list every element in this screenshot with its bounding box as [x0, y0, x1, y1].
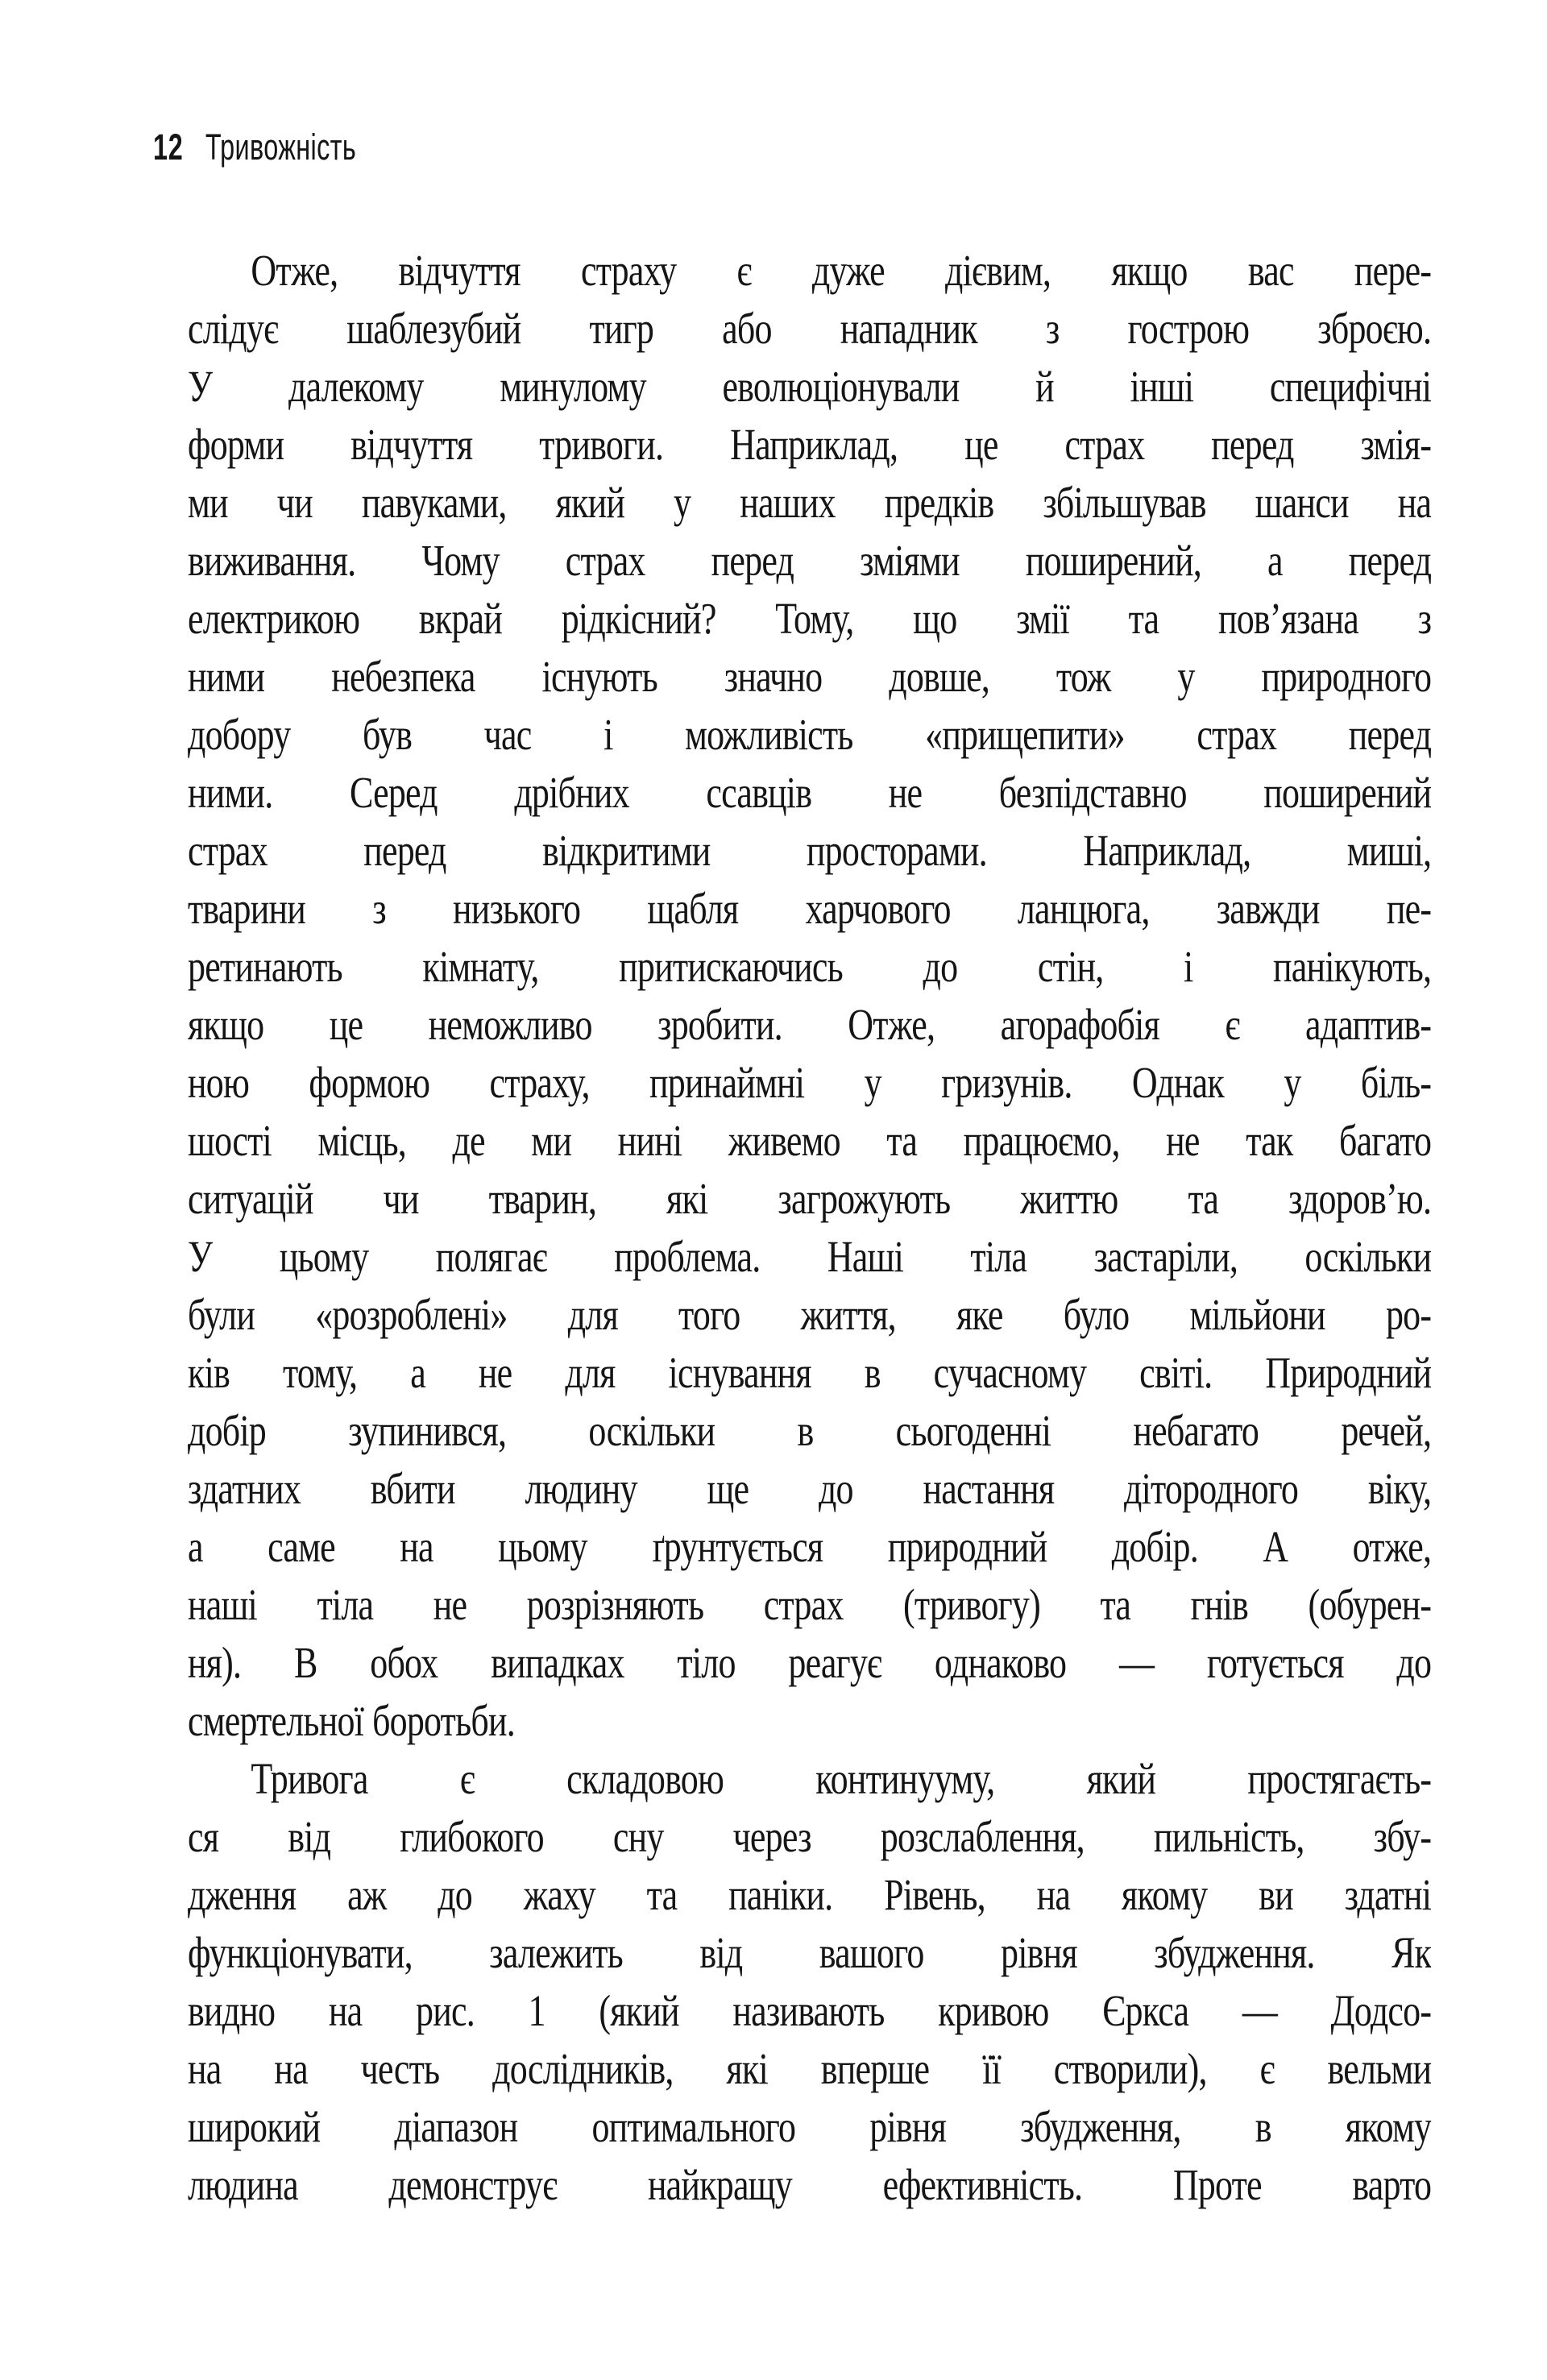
- text-line: добору був час і можливість «прищепити» страх перед: [188, 710, 1432, 759]
- text-line: виживання. Чому страх перед зміями поширений, а перед: [188, 536, 1432, 585]
- text-line: Отже, відчуття страху є дуже дієвим, якщо вас пере-: [251, 246, 1432, 295]
- text-line: У далекому минулому еволюціонували й інші специфічні: [188, 362, 1432, 411]
- text-line: слідує шаблезубий тигр або нападник з гострою зброєю.: [188, 304, 1432, 353]
- text-line: смертельної боротьби.: [188, 1696, 515, 1745]
- body-text: [188, 242, 1431, 2214]
- text-line: видно на рис. 1 (який називають кривою Єркса — Додсо-: [188, 1986, 1432, 2035]
- text-line: дження аж до жаху та паніки. Рівень, на якому ви здатні: [188, 1870, 1432, 1919]
- text-line: ся від глибокого сну через розслаблення, пильність, збу-: [188, 1812, 1432, 1861]
- text-line: широкий діапазон оптимального рівня збудження, в якому: [188, 2102, 1432, 2151]
- text-line: тварини з низького щабля харчового ланцюга, завжди пе-: [188, 884, 1432, 933]
- paragraph: [188, 242, 1431, 1750]
- text-line: електрикою вкрай рідкісний? Тому, що змії та пов’язана з: [188, 594, 1432, 643]
- text-line: функціонувати, залежить від вашого рівня збудження. Як: [188, 1928, 1432, 1977]
- text-line: були «розроблені» для того життя, яке було мільйони ро-: [188, 1290, 1432, 1339]
- text-line: а саме на цьому ґрунтується природний добір. А отже,: [188, 1522, 1432, 1571]
- text-line: шості місць, де ми нині живемо та працюємо, не так багато: [188, 1116, 1432, 1165]
- running-title: Тривожність: [205, 126, 357, 168]
- page-header: [153, 126, 357, 168]
- text-line: ними. Серед дрібних ссавців не безпідставно поширений: [188, 768, 1432, 817]
- text-line: ми чи павуками, який у наших предків збільшував шанси на: [188, 478, 1432, 527]
- text-line: якщо це неможливо зробити. Отже, агорафобія є адаптив-: [188, 1000, 1432, 1049]
- text-line: здатних вбити людину ще до настання дітородного віку,: [188, 1464, 1432, 1513]
- text-line: ними небезпека існують значно довше, тож у природного: [188, 652, 1432, 701]
- text-line: Тривога є складовою континууму, який простягаєть-: [251, 1754, 1432, 1803]
- text-line: ретинають кімнату, притискаючись до стін, і панікують,: [188, 942, 1432, 991]
- text-line: ною формою страху, принаймні у гризунів. Однак у біль-: [188, 1058, 1432, 1107]
- text-line: У цьому полягає проблема. Наші тіла застаріли, оскільки: [188, 1232, 1432, 1281]
- paragraph: [188, 1750, 1431, 2214]
- text-line: форми відчуття тривоги. Наприклад, це страх перед змія-: [188, 420, 1432, 469]
- text-line: людина демонструє найкращу ефективність. Проте варто: [188, 2160, 1432, 2209]
- text-line: страх перед відкритими просторами. Наприклад, миші,: [188, 826, 1432, 875]
- text-line: ків тому, а не для існування в сучасному світі. Природний: [188, 1348, 1432, 1397]
- page-number: 12: [153, 126, 184, 168]
- text-line: на на честь дослідників, які вперше її створили), є вельми: [188, 2044, 1432, 2093]
- text-line: наші тіла не розрізняють страх (тривогу) та гнів (обурен-: [188, 1580, 1432, 1629]
- text-line: ситуацій чи тварин, які загрожують життю та здоров’ю.: [188, 1174, 1432, 1223]
- text-line: добір зупинився, оскільки в сьогоденні небагато речей,: [188, 1406, 1432, 1455]
- text-line: ня). В обох випадках тіло реагує однаково — готується до: [188, 1638, 1432, 1687]
